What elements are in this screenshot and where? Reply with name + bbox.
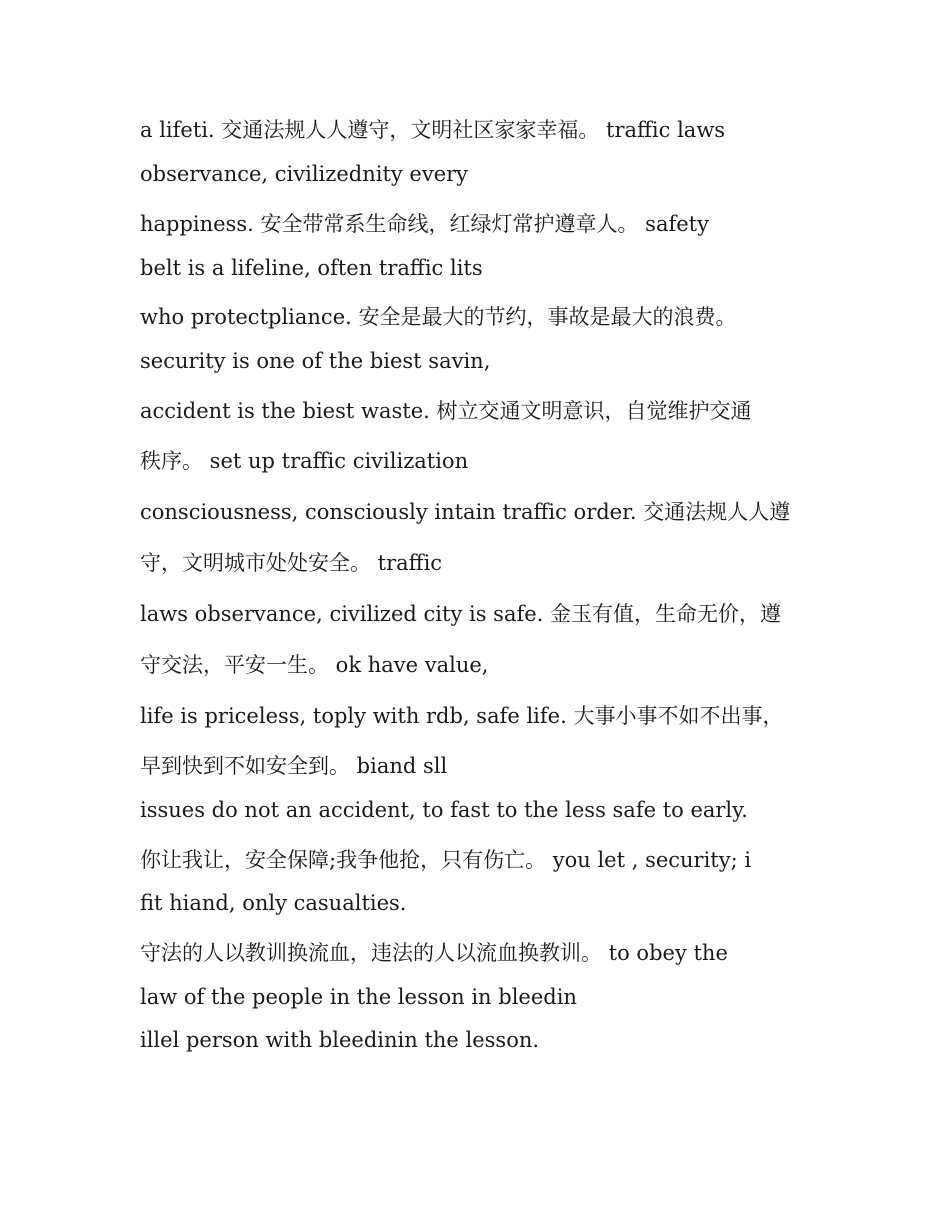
text-line: consciousness, consciously intain traffic order. 交通法规人人遵: [140, 500, 791, 524]
text-line: 秩序。 set up traffic civilization: [140, 449, 469, 473]
text-line: observance, civilizednity every: [140, 162, 469, 186]
text-line: 早到快到不如安全到。 biand sll: [140, 754, 448, 778]
text-line: accident is the biest waste. 树立交通文明意识，自觉维护交通: [140, 399, 752, 423]
text-line: life is priceless, toply with rdb, safe life. 大事小事不如不出事，: [140, 704, 784, 728]
text-line: happiness. 安全带常系生命线，红绿灯常护遵章人。 safety: [140, 212, 709, 236]
text-line: security is one of the biest savin,: [140, 349, 491, 373]
text-line: who protectpliance. 安全是最大的节约，事故是最大的浪费。: [140, 305, 737, 329]
text-line: 守法的人以教训换流血，违法的人以流血换教训。 to obey the: [140, 941, 728, 965]
text-line: illel person with bleedinin the lesson.: [140, 1028, 540, 1052]
text-line: a lifeti. 交通法规人人遵守，文明社区家家幸福。 traffic laws: [140, 118, 726, 142]
text-line: 守交法，平安一生。 ok have value,: [140, 653, 489, 677]
text-line: fit hiand, only casualties.: [140, 891, 407, 915]
text-line: 你让我让，安全保障;我争他抢，只有伤亡。 you let , security; i: [140, 848, 752, 872]
text-line: 守，文明城市处处安全。 traffic: [140, 551, 443, 575]
text-line: issues do not an accident, to fast to the less safe to early.: [140, 798, 748, 822]
text-line: law of the people in the lesson in bleedin: [140, 985, 577, 1009]
text-line: belt is a lifeline, often traffic lits: [140, 256, 483, 280]
text-line: laws observance, civilized city is safe. 金玉有值，生命无价，遵: [140, 602, 782, 626]
